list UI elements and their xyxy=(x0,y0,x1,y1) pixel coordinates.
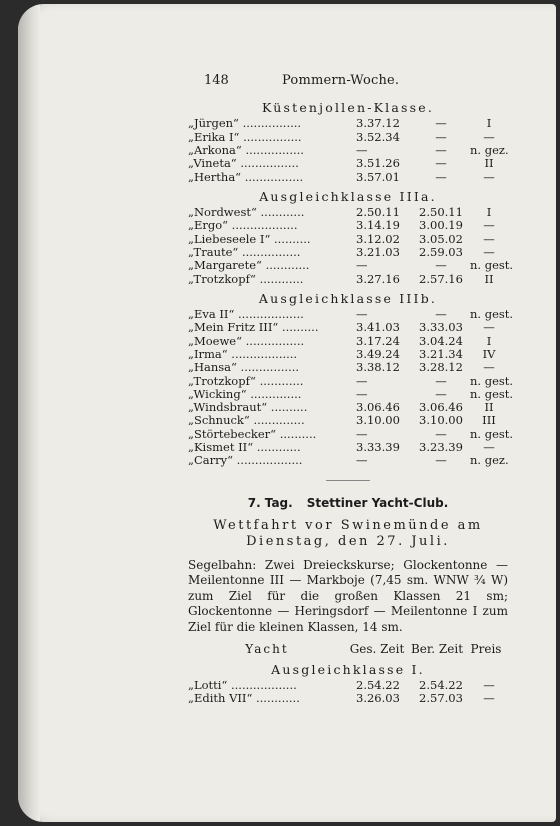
page-header xyxy=(188,74,508,87)
prize: n. gest. xyxy=(470,258,514,273)
prize: n. gest. xyxy=(470,386,514,401)
class-section-kuestenjollen xyxy=(188,101,508,184)
yacht-name: „Windsbraut“ .......... xyxy=(188,401,308,415)
corrected-time: — xyxy=(435,129,447,144)
corrected-time: — xyxy=(435,426,447,441)
yacht-name: „Carry“ .................. xyxy=(188,454,303,468)
corrected-time: — xyxy=(435,169,447,184)
corrected-time: 3.23.39 xyxy=(419,440,463,455)
page-content xyxy=(188,73,514,706)
prize: — xyxy=(483,691,495,706)
result-row xyxy=(188,258,514,273)
corrected-time: 2.57.03 xyxy=(419,691,463,706)
club-name: Stettiner Yacht-Club. xyxy=(306,495,449,510)
prize: II xyxy=(484,156,494,171)
total-time: 3.21.03 xyxy=(356,244,400,259)
corrected-time: 3.21.34 xyxy=(419,346,463,361)
running-title: Pommern-Woche. xyxy=(282,73,400,88)
corrected-time: — xyxy=(435,307,447,322)
prize: — xyxy=(483,440,495,455)
corrected-time: 2.54.22 xyxy=(419,677,463,692)
total-time: — xyxy=(356,453,368,468)
day-label: 7. Tag. xyxy=(247,495,293,510)
yacht-name: „Trotzkopf“ ............ xyxy=(188,374,304,388)
section-separator xyxy=(326,480,370,481)
class-section-ausgleich-3b xyxy=(188,290,514,468)
total-time: — xyxy=(356,426,368,441)
total-time: 3.27.16 xyxy=(356,271,400,286)
total-time: 3.52.34 xyxy=(356,129,400,144)
yacht-name: „Lotti“ .................. xyxy=(188,678,297,692)
yacht-name: „Jürgen“ ................ xyxy=(188,117,302,131)
corrected-time: — xyxy=(435,258,447,273)
class-title: Ausgleichklasse I. xyxy=(271,661,425,677)
yacht-name: „Edith VII“ ............ xyxy=(188,692,300,706)
corrected-time: — xyxy=(435,143,447,157)
prize: II xyxy=(484,400,494,415)
col-corrected-time: Ber. Zeit xyxy=(410,642,464,657)
class-title: Ausgleichklasse IIIb. xyxy=(258,290,438,306)
corrected-time: — xyxy=(435,116,447,131)
total-time: 3.37.12 xyxy=(356,116,400,131)
corrected-time: — xyxy=(435,156,447,171)
class-title: Ausgleichklasse IIIa. xyxy=(259,188,437,204)
yacht-name: „Hertha“ ................ xyxy=(188,170,304,184)
prize: — xyxy=(483,677,495,692)
total-time: 3.51.26 xyxy=(356,156,400,171)
total-time: 3.41.03 xyxy=(356,320,400,335)
result-row xyxy=(188,157,508,170)
result-row xyxy=(188,131,508,144)
column-headers xyxy=(188,643,508,656)
result-row xyxy=(188,144,508,157)
yacht-name: „Eva II“ .................. xyxy=(188,308,304,322)
result-row xyxy=(188,246,508,259)
result-row xyxy=(188,307,514,322)
prize: — xyxy=(483,320,495,335)
prize: I xyxy=(486,205,492,220)
prize: — xyxy=(483,360,495,375)
result-row xyxy=(188,692,508,705)
col-prize: Preis xyxy=(470,642,502,657)
result-row xyxy=(188,426,514,441)
yacht-name: „Kismet II“ ............ xyxy=(188,441,301,455)
total-time: 3.12.02 xyxy=(356,231,400,246)
page-number: 148 xyxy=(204,73,229,88)
total-time: 3.10.00 xyxy=(356,413,400,428)
corrected-time: — xyxy=(435,373,447,388)
result-row xyxy=(188,348,508,361)
corrected-time: 3.06.46 xyxy=(419,400,463,415)
race-title-line-2: Dienstag, den 27. Juli. xyxy=(246,533,450,549)
prize: I xyxy=(486,333,492,348)
total-time: — xyxy=(356,307,368,322)
corrected-time: 3.10.00 xyxy=(419,413,463,428)
corrected-time: 3.28.12 xyxy=(419,360,463,375)
class-title: Küstenjollen-Klasse. xyxy=(261,100,435,116)
yacht-name: „Liebeseele I“ .......... xyxy=(188,232,311,246)
result-row xyxy=(188,386,514,401)
corrected-time: — xyxy=(435,453,447,468)
book-page xyxy=(18,4,556,822)
yacht-name: „Margarete“ ............ xyxy=(188,259,310,273)
corrected-time: 3.00.19 xyxy=(419,218,463,233)
class-section-ausgleich-3a xyxy=(188,188,514,286)
result-row xyxy=(188,441,508,454)
day-heading xyxy=(188,497,508,510)
total-time: 2.50.11 xyxy=(356,205,400,220)
prize: n. gest. xyxy=(470,426,514,441)
result-row xyxy=(188,454,508,467)
yacht-name: „Ergo“ .................. xyxy=(188,219,298,233)
race-title-line-1: Wettfahrt vor Swinemünde am xyxy=(213,517,483,533)
prize: II xyxy=(484,271,494,286)
yacht-name: „Arkona“ ................ xyxy=(188,144,304,157)
total-time: 2.54.22 xyxy=(356,677,400,692)
corrected-time: 2.57.16 xyxy=(419,271,463,286)
corrected-time: 3.04.24 xyxy=(419,333,463,348)
corrected-time: — xyxy=(435,386,447,401)
prize: — xyxy=(483,218,495,233)
corrected-time: 2.59.03 xyxy=(419,244,463,259)
total-time: — xyxy=(356,258,368,273)
yacht-name: „Moewe“ ................ xyxy=(188,334,305,348)
total-time: 3.38.12 xyxy=(356,360,400,375)
result-row xyxy=(188,414,508,427)
prize: I xyxy=(486,116,492,131)
result-row xyxy=(188,321,508,334)
prize: — xyxy=(483,169,495,184)
result-row xyxy=(188,273,508,286)
prize: — xyxy=(483,244,495,259)
result-row xyxy=(188,679,508,692)
total-time: — xyxy=(356,386,368,401)
yacht-name: „Mein Fritz III“ .......... xyxy=(188,321,319,335)
result-row xyxy=(188,373,514,388)
page-binding-edge xyxy=(18,4,40,822)
prize: IV xyxy=(482,346,496,361)
col-total-time: Ges. Zeit xyxy=(349,642,405,657)
yacht-name: „Wicking“ .............. xyxy=(188,387,302,401)
prize: — xyxy=(483,129,495,144)
total-time: 3.49.24 xyxy=(356,346,400,361)
yacht-name: „Nordwest“ ............ xyxy=(188,206,305,220)
yacht-name: „Trotzkopf“ ............ xyxy=(188,272,304,286)
total-time: 3.17.24 xyxy=(356,333,400,348)
prize: — xyxy=(483,231,495,246)
yacht-name: „Traute“ ................ xyxy=(188,245,301,259)
total-time: 3.57.01 xyxy=(356,169,400,184)
result-row xyxy=(188,335,508,348)
yacht-name: „Vineta“ ................ xyxy=(188,157,299,171)
col-yacht: Yacht xyxy=(245,642,289,657)
prize: n. gez. xyxy=(470,143,509,157)
prize: n. gest. xyxy=(470,307,514,322)
course-description: Segelbahn: Zwei Dreieckskurse; Glockentonne — Meilentonne III — Markboje (7,45 sm. WNW ¾ W) zum Ziel für die großen Klassen 21 sm; Glockentonne — Heringsdorf — Meilentonne I zum Ziel für die kleinen Klassen, 14 sm. xyxy=(188,557,508,634)
total-time: — xyxy=(356,373,368,388)
total-time: 3.14.19 xyxy=(356,218,400,233)
result-row xyxy=(188,233,508,246)
yacht-name: „Schnuck“ .............. xyxy=(188,414,305,428)
yacht-name: „Hansa“ ................ xyxy=(188,361,300,375)
corrected-time: 3.33.03 xyxy=(419,320,463,335)
race-title xyxy=(188,518,508,550)
total-time: 3.33.39 xyxy=(356,440,400,455)
total-time: 3.26.03 xyxy=(356,691,400,706)
result-row xyxy=(188,117,508,130)
result-row xyxy=(188,219,508,232)
yacht-name: „Erika I“ ................ xyxy=(188,130,302,144)
prize: III xyxy=(482,413,496,428)
prize: n. gez. xyxy=(470,453,509,468)
total-time: 3.06.46 xyxy=(356,400,400,415)
result-row xyxy=(188,401,508,414)
total-time: — xyxy=(356,143,368,157)
yacht-name: „Störtebecker“ .......... xyxy=(188,427,317,441)
prize: n. gest. xyxy=(470,373,514,388)
corrected-time: 3.05.02 xyxy=(419,231,463,246)
yacht-name: „Irma“ .................. xyxy=(188,347,298,361)
class-section-ausgleich-1 xyxy=(188,663,508,706)
result-row xyxy=(188,361,508,374)
corrected-time: 2.50.11 xyxy=(419,205,463,220)
result-row xyxy=(188,171,508,184)
result-row xyxy=(188,206,508,219)
